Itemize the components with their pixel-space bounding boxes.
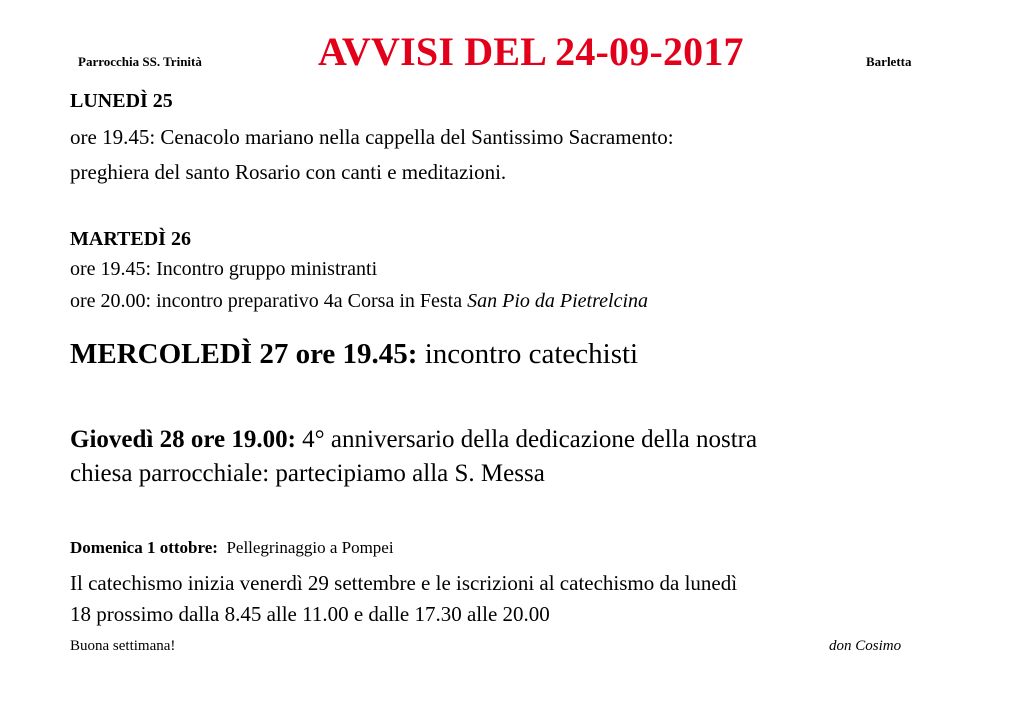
tuesday-event-name: San Pio da Pietrelcina: [467, 290, 649, 312]
tuesday-line-2: [70, 290, 648, 313]
sunday-heading: Domenica 1 ottobre:: [70, 538, 218, 557]
parish-name: Parrocchia SS. Trinità: [78, 54, 202, 69]
thursday-line-2: chiesa parrocchiale: partecipiamo alla S. Messa: [70, 460, 545, 487]
tuesday-line-2-text: ore 20.00: incontro preparativo 4a Corsa in Festa: [70, 290, 468, 312]
sunday-text: Pellegrinaggio a Pompei: [217, 538, 394, 557]
wednesday-heading: MERCOLEDÌ 27 ore 19.45:: [70, 338, 418, 370]
wednesday-text: incontro catechisti: [417, 338, 639, 370]
wednesday-line: [70, 338, 638, 371]
signature: don Cosimo: [829, 638, 902, 654]
monday-line-2: preghiera del santo Rosario con canti e meditazioni.: [70, 160, 507, 184]
page-title: AVVISI DEL 24-09-2017: [318, 29, 744, 74]
thursday-line-1: [70, 426, 757, 454]
monday-line-1: ore 19.45: Cenacolo mariano nella cappella del Santissimo Sacramento:: [70, 125, 674, 149]
monday-heading: LUNEDÌ 25: [70, 90, 173, 112]
thursday-heading: Giovedì 28 ore 19.00:: [70, 426, 296, 453]
tuesday-line-1: ore 19.45: Incontro gruppo ministranti: [70, 258, 378, 280]
greeting: Buona settimana!: [70, 638, 176, 654]
sunday-line: [70, 538, 394, 558]
catechism-line-2: 18 prossimo dalla 8.45 alle 11.00 e dalle 17.30 alle 20.00: [70, 602, 550, 626]
catechism-line-1: Il catechismo inizia venerdì 29 settembre e le iscrizioni al catechismo da lunedì: [70, 571, 738, 595]
city-name: Barletta: [866, 54, 912, 69]
thursday-text-1: 4° anniversario della dedicazione della nostra: [295, 426, 758, 453]
tuesday-heading: MARTEDÌ 26: [70, 228, 191, 250]
